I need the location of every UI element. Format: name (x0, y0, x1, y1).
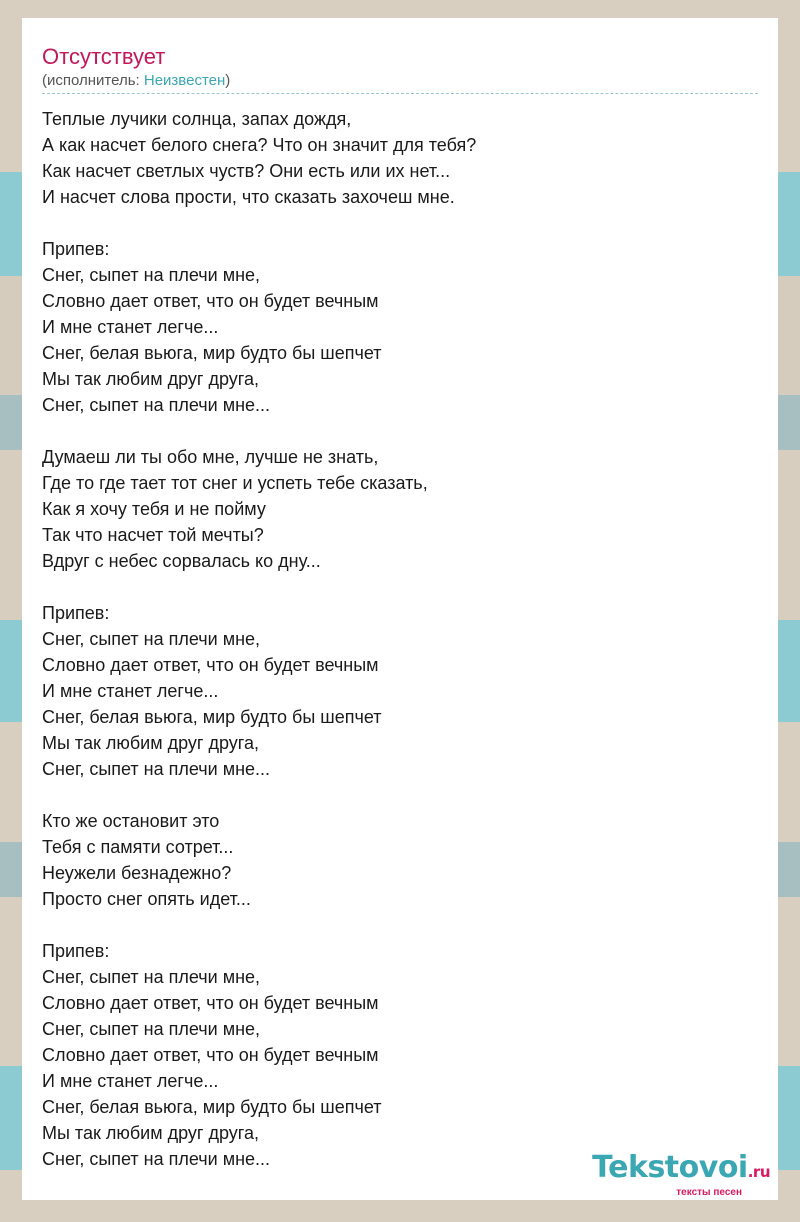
stanza (42, 236, 758, 418)
lyric-line: Мы так любим друг друга, (42, 733, 259, 753)
lyric-line: Тебя с памяти сотрет... (42, 837, 234, 857)
lyric-line: Припев: (42, 941, 110, 961)
lyric-line: Мы так любим друг друга, (42, 1123, 259, 1143)
lyric-line: Снег, сыпет на плечи мне, (42, 265, 261, 285)
lyric-line: Кто же остановит это (42, 811, 220, 831)
stanza (42, 938, 758, 1172)
lyric-line: Снег, сыпет на плечи мне, (42, 967, 261, 987)
logo-tagline: тексты песен (676, 1187, 742, 1198)
lyric-line: Как я хочу тебя и не пойму (42, 499, 266, 519)
logo-tld: .ru (747, 1163, 770, 1181)
lyric-line: Припев: (42, 603, 110, 623)
lyric-line: И мне станет легче... (42, 317, 219, 337)
lyric-line: Мы так любим друг друга, (42, 369, 259, 389)
lyric-line: Так что насчет той мечты? (42, 525, 264, 545)
stanza (42, 106, 758, 210)
stanza (42, 444, 758, 574)
lyric-line: Вдруг с небес сорвалась ко дну... (42, 551, 321, 571)
lyric-line: Словно дает ответ, что он будет вечным (42, 993, 379, 1013)
performer-prefix: (исполнитель: (42, 72, 144, 89)
lyrics-body (42, 106, 758, 1198)
artist-link[interactable]: Неизвестен (143, 72, 226, 89)
lyric-line: Словно дает ответ, что он будет вечным (42, 655, 379, 675)
performer-suffix: ) (225, 72, 231, 89)
lyric-line: Неужели безнадежно? (42, 863, 232, 883)
lyric-line: Думаеш ли ты обо мне, лучше не знать, (42, 447, 379, 467)
site-logo[interactable] (592, 1152, 770, 1198)
lyric-line: Просто снег опять идет... (42, 889, 251, 909)
lyric-line: А как насчет белого снега? Что он значит для тебя? (42, 135, 477, 155)
lyric-line: Снег, сыпет на плечи мне... (42, 759, 271, 779)
lyric-line: Припев: (42, 239, 110, 259)
stanza (42, 600, 758, 782)
lyric-line: Снег, сыпет на плечи мне, (42, 629, 261, 649)
logo-name: Tekstovoi (592, 1150, 748, 1185)
lyric-line: Где то где тает тот снег и успеть тебе сказать, (42, 473, 428, 493)
lyric-line: Как насчет светлых чуств? Они есть или их нет... (42, 161, 451, 181)
lyric-line: Снег, белая вьюга, мир будто бы шепчет (42, 1097, 382, 1117)
song-title: Отсутствует (42, 44, 166, 69)
lyric-line: Снег, сыпет на плечи мне, (42, 1019, 261, 1039)
divider (42, 93, 758, 94)
lyric-line: Теплые лучики солнца, запах дождя, (42, 109, 352, 129)
stanza (42, 808, 758, 912)
lyric-line: И насчет слова прости, что сказать захочеш мне. (42, 187, 455, 207)
lyric-line: Снег, сыпет на плечи мне... (42, 395, 271, 415)
lyric-line: Словно дает ответ, что он будет вечным (42, 291, 379, 311)
lyric-line: И мне станет легче... (42, 1071, 219, 1091)
lyric-line: Снег, сыпет на плечи мне... (42, 1149, 271, 1169)
performer-line (42, 72, 230, 90)
lyric-line: И мне станет легче... (42, 681, 219, 701)
lyric-line: Снег, белая вьюга, мир будто бы шепчет (42, 343, 382, 363)
lyric-line: Словно дает ответ, что он будет вечным (42, 1045, 379, 1065)
lyric-line: Снег, белая вьюга, мир будто бы шепчет (42, 707, 382, 727)
lyrics-card (22, 18, 778, 1200)
